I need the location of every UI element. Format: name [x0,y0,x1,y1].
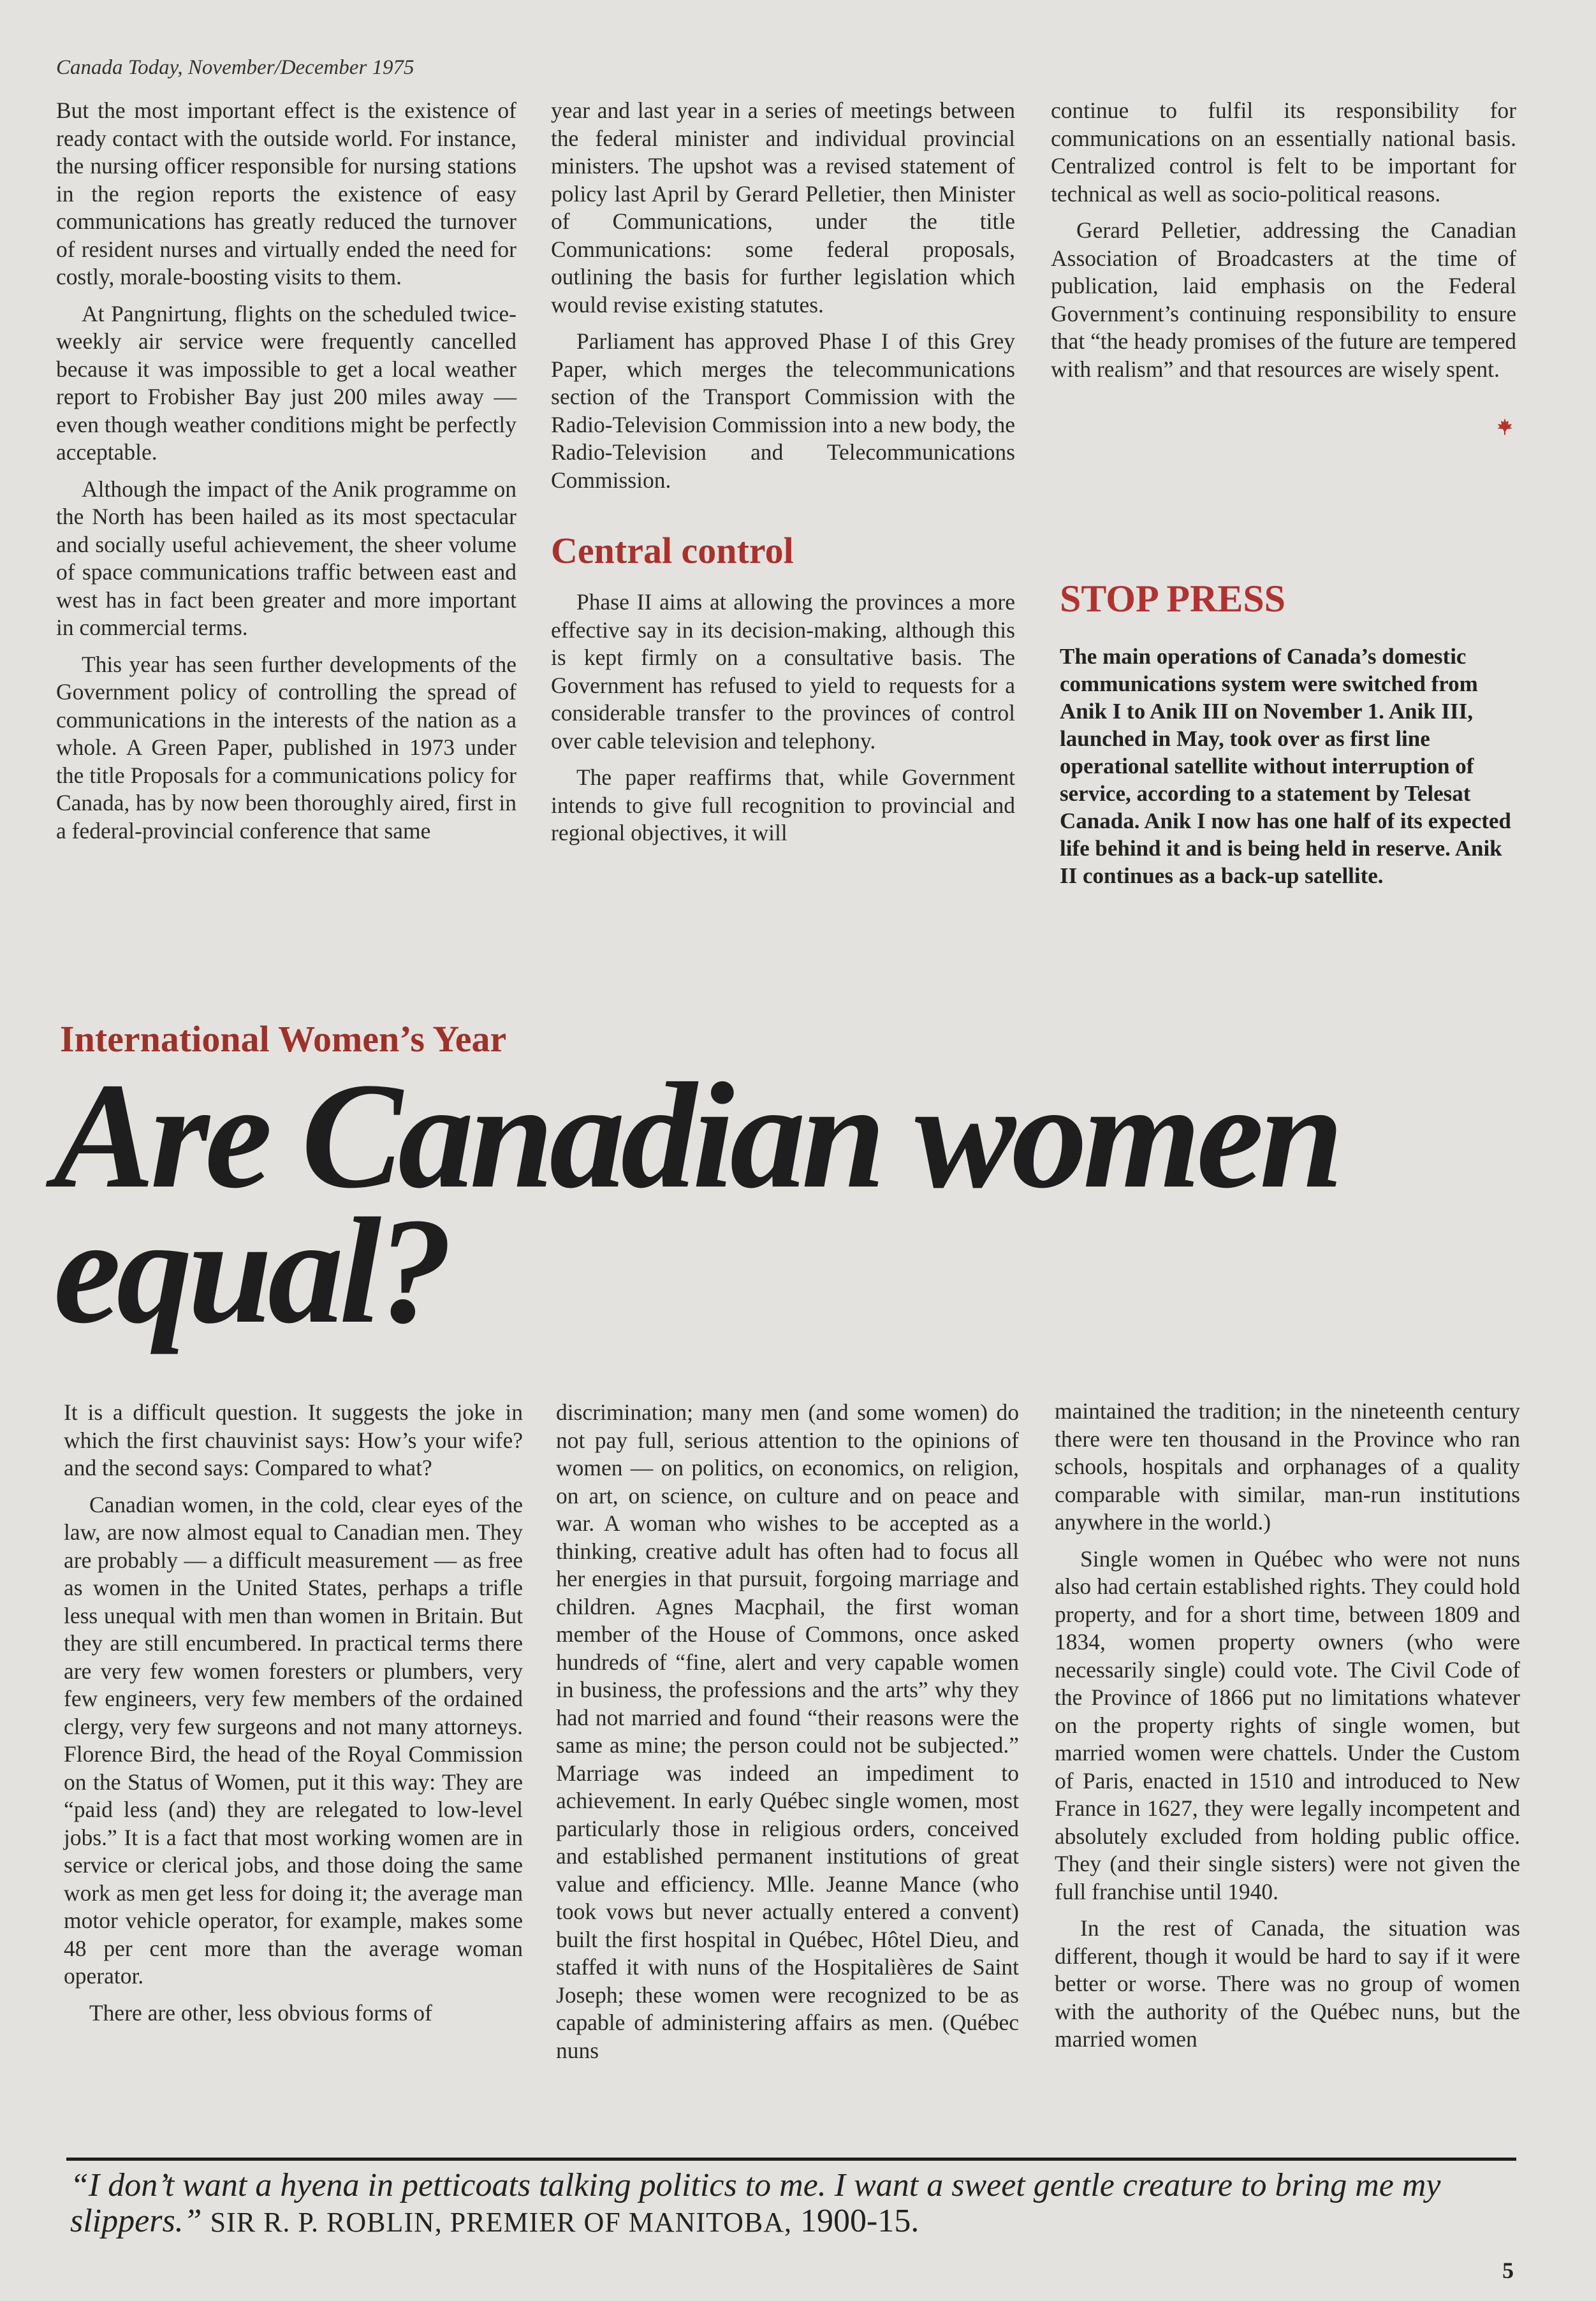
paragraph: Phase II aims at allowing the provinces a more effective say in its decision-making, although this is kept firmly on a consultative basis. The Government has refused to yield to requests for a considerable transfer to the provinces of control over cable television and telephony. [551,589,1015,754]
article-headline [54,1052,1393,1355]
paragraph: year and last year in a series of meetings between the federal minister and individual provincial ministers. The upshot was a revised statement of policy last April by Gerard Pelletier, then Minister of Communications, under the title Communications: some federal proposals, outlining the basis for further legislation which would revise existing statutes. [551,98,1015,318]
article-column-3 [1055,1398,1520,2063]
subhead-central-control: Central control [551,530,794,571]
paragraph: At Pangnirtung, flights on the scheduled twice-weekly air service were frequently cancelled because it was impossible to get a local weather report to Frobisher Bay just 200 miles away — even though weather conditions might be perfectly acceptable. [56,300,516,465]
paragraph: discrimination; many men (and some women) do not pay full, serious attention to the opinions of women — on politics, on economics, on religion, on art, on science, on culture and on peace and war. A woman who wishes to be accepted as a thinking, creative adult has often had to focus all her energies in that pursuit, forgoing marriage and children. Agnes Macphail, the first woman member of the House of Commons, once asked hundreds of “fine, alert and very capable women in business, the professions and the arts” why they had not married and found “their reasons were the same as mine; the person could not be subjected.” Marriage was indeed an impediment to achievement. In early Québec single women, most particularly those in religious orders, conceived and established permanent institutions of great value and efficiency. Mlle. Jeanne Mance (who took vows but never actually entered a convent) built the first hospital in Québec, Hôtel Dieu, and staffed it with nuns of the Hospitalières de Saint Joseph; these women were recognized to be as capable of administering affairs as men. (Québec nuns [556,1399,1019,2063]
paragraph: continue to fulfil its responsibility for communications on an essentially national basis. Centralized control is felt to be important for technical as well as socio-political reasons. [1051,98,1516,207]
paragraph: Although the impact of the Anik programme on the North has been hailed as its most spectacular and socially useful achievement, the sheer volume of space communications traffic between east and west has in fact been greater and more important in commercial terms. [56,476,516,640]
running-head: Canada Today, November/December 1975 [56,56,414,79]
headline-line-2: equal? [54,1187,449,1355]
top-column-3 [1051,97,1516,392]
paragraph: Parliament has approved Phase I of this Grey Paper, which merges the telecommunications section of the Transport Commission with the Radio-Television Commission into a new body, the Radio-Television and Telecommunications Commission. [551,328,1015,493]
paragraph: This year has seen further developments of the Government policy of controlling the spread of communications in the interests of the nation as a whole. A Green Paper, published in 1973 under the title Proposals for a communications policy for Canada, has by now been thoroughly aired, first in a federal-provincial conference that same [56,651,516,844]
paragraph: Canadian women, in the cold, clear eyes of the law, are now almost equal to Canadian men. They are probably — a difficult measurement — as free as women in the United States, perhaps a trifle less unequal with men than women in Britain. But they are still encumbered. In practical terms there are very few women foresters or plumbers, very few engineers, very few members of the ordained clergy, very few surgeons and not many attorneys. Florence Bird, the head of the Royal Commission on the Status of Women, put it this way: They are “paid less (and) they are relegated to low-level jobs.” It is a fact that most working women are in service or clerical jobs, and those doing the same work as men get less for doing it; the average man motor vehicle operator, for example, makes some 48 per cent more than the average woman operator. [64,1491,523,1989]
paragraph: Gerard Pelletier, addressing the Canadian Association of Broadcasters at the time of publication, laid emphasis on the Federal Government’s continuing responsibility to ensure that “the heady promises of the future are tempered with realism” and that resources are wisely spent. [1051,217,1516,382]
stop-press-title: STOP PRESS [1060,578,1286,620]
article-column-2 [556,1399,1019,2073]
top-column-1 [56,97,516,854]
stop-press-body: The main operations of Canada’s domestic communications system were switched from Anik I to Anik III on November 1. Anik III, launched in May, took over as first line operational satellite without interruption of service, according to a statement by Telesat Canada. Anik I now has one half of its expected life behind it and is being held in reserve. Anik II continues as a back-up satellite. [1060,644,1511,888]
paragraph: In the rest of Canada, the situation was different, though it would be hard to say if it were better or worse. There was no group of women with the authority of the Québec nuns, but the married women [1055,1915,1520,2052]
quote-text: “I don’t want a hyena in petticoats talking politics to me. I want a sweet gentle creature to bring me my slippers.” [70,2167,1441,2239]
top-column-2 [551,97,1015,856]
quote-attribution: SIR R. P. ROBLIN, PREMIER OF MANITOBA, [210,2207,793,2238]
paragraph: There are other, less obvious forms of [89,1999,432,2026]
paragraph: Single women in Québec who were not nuns also had certain established rights. They could hold property, and for a short time, between 1809 and 1834, women property owners (who were necessarily single) could vote. The Civil Code of the Province of 1866 put no limitations whatever on the property rights of single women, but married women were chattels. Under the Custom of Paris, enacted in 1510 and introduced to New France in 1627, they were legally incompetent and absolutely excluded from holding public office. They (and their single sisters) were not given the full franchise until 1940. [1055,1545,1520,1904]
section-kicker: International Women’s Year [60,1018,507,1060]
paragraph: It is a difficult question. It suggests the joke in which the first chauvinist says: How’s your wife? and the second says: Compared to what? [64,1399,523,1480]
quote-years: 1900-15. [800,2203,919,2239]
page-number: 5 [1502,2258,1514,2283]
article-column-1 [64,1399,523,2036]
pull-quote [70,2168,1505,2240]
quote-divider [66,2158,1516,2161]
maple-leaf-icon [1497,418,1512,435]
paragraph: The paper reaffirms that, while Government intends to give full recognition to provincial and regional objectives, it will [551,764,1015,845]
paragraph: maintained the tradition; in the nineteenth century there were ten thousand in the Province who ran schools, hospitals and orphanages of a quality comparable with similar, man-run institutions anywhere in the world.) [1055,1398,1520,1535]
paragraph: But the most important effect is the existence of ready contact with the outside world. For instance, the nursing officer responsible for nursing stations in the region reports the existence of easy communications has greatly reduced the turnover of resident nurses and virtually ended the need for costly, morale-boosting visits to them. [56,98,516,289]
stop-press-box [1060,578,1519,889]
headline-line-1: Are Canadian women [54,1052,1340,1220]
